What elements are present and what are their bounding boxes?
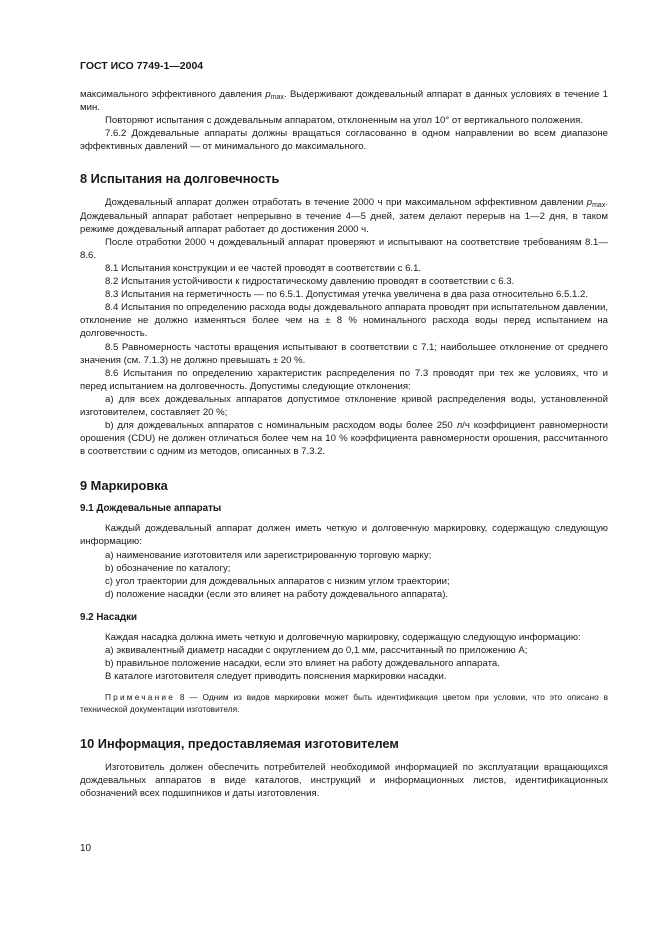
document-header: ГОСТ ИСО 7749-1—2004 — [80, 60, 204, 72]
subsection-9-2-heading: 9.2 Насадки — [80, 611, 138, 623]
list-item: b) правильное положение насадки, если это влияет на работу дождевального аппарата. — [105, 658, 500, 670]
paragraph: Изготовитель должен обеспечить потребителей необходимой информацией по эксплуатации вращающихся дождевальных аппаратов в виде каталогов, инструкций и информационных листов, идентификационных обозначений всех подшипников и даты изготовления. — [80, 761, 608, 799]
paragraph: Каждая насадка должна иметь четкую и долговечную маркировку, содержащую следующую информацию: — [105, 631, 581, 643]
paragraph: В каталоге изготовителя следует приводить пояснения маркировки насадки. — [105, 671, 447, 683]
section-10-heading: 10 Информация, предоставляемая изготовителем — [80, 735, 399, 751]
paragraph: Дождевальный аппарат должен отработать в течение 2000 ч при максимальном эффективном давлении $p_{max}$. Дождевальный аппарат работает непрерывно в течение 4—5 дней, затем делают перерыв на 1—2 дня, в таком режиме дождевальный аппарат работает до достижения 2000 ч. — [80, 197, 608, 235]
clause-8-1: 8.1 Испытания конструкции и ее частей проводят в соответствии с 6.1. — [105, 262, 422, 274]
list-item: a) эквивалентный диаметр насадки с округлением до 0,1 мм, рассчитанный по приложению А; — [105, 645, 528, 656]
clause-7-6-2: 7.6.2 Дождевальные аппараты должны вращаться согласованно в одном направлении во всем диапазоне эффективных давлений — от минимального до максимального. — [80, 128, 608, 153]
note-8: Примечание 8 — Одним из видов маркировки может быть идентификация цветом при условии, что это описано в технической документации изготовителя. — [80, 692, 608, 715]
list-item: a) для всех дождевальных аппаратов допустимое отклонение кривой распределения воды, установленной изготовителем, составляет 20 %; — [80, 393, 608, 418]
list-item: d) положение насадки (если это влияет на работу дождевального аппарата). — [105, 588, 449, 600]
clause-8-6: 8.6 Испытания по определению характеристик распределения по 7.3 проводят при тех же условиях, что и перед испытанием на долговечность. Допустимы следующие отклонения: — [80, 367, 608, 392]
list-item: b) обозначение по каталогу; — [105, 562, 231, 574]
section-9-heading: 9 Маркировка — [80, 478, 168, 494]
paragraph: После отработки 2000 ч дождевальный аппарат проверяют и испытывают на соответствие требованиям 8.1—8.6. — [80, 236, 608, 261]
section-8-heading: 8 Испытания на долговечность — [80, 171, 280, 187]
clause-8-4: 8.4 Испытания по определению расхода воды дождевального аппарата проводят при испытательном давлении, отклонение не должно изменяться более чем на ± 8 % номинального расхода воды перед испытанием на долговечность. — [80, 302, 608, 340]
clause-8-2: 8.2 Испытания устойчивости к гидростатическому давлению проводят в соответствии с 6.3. — [105, 276, 515, 288]
list-item: a) наименование изготовителя или зарегистрированную торговую марку; — [105, 549, 432, 561]
paragraph: Повторяют испытания с дождевальным аппаратом, отклоненным на угол 10° от вертикального положения. — [105, 115, 584, 127]
subsection-9-1-heading: 9.1 Дождевальные аппараты — [80, 503, 222, 515]
clause-8-3: 8.3 Испытания на герметичность — по 6.5.1. Допустимая утечка увеличена в два раза относительно 6.5.1.2. — [105, 289, 589, 301]
document-page — [80, 60, 608, 800]
paragraph: максимального эффективного давления $p_{max}$. Выдерживают дождевальный аппарат в данных условиях в течение 1 мин. — [80, 89, 609, 114]
list-item: c) угол траектории для дождевальных аппаратов с низким углом траектории; — [105, 575, 450, 587]
page-number: 10 — [80, 843, 92, 854]
paragraph: Каждый дождевальный аппарат должен иметь четкую и долговечную маркировку, содержащую следующую информацию: — [80, 523, 608, 548]
list-item: b) для дождевальных аппаратов с номинальным расходом воды более 250 л/ч коэффициент равномерности орошения (CDU) не должен отличаться более чем на 10 % коэффициента равномерности орошения, рассчитанного в соответствии с одним из методов, описанных в 7.3.2. — [80, 420, 608, 458]
clause-8-5: 8.5 Равномерность частоты вращения испытывают в соответствии с 7.1; наибольшее отклонение от среднего значения (см. 7.1.3) не должно превышать ± 20 %. — [80, 341, 608, 366]
